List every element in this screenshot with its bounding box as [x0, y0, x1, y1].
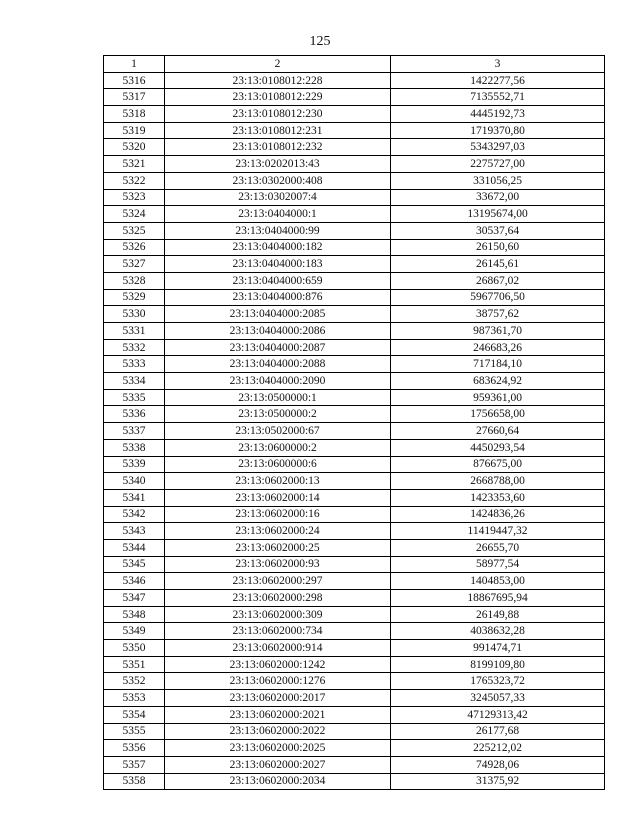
value-cell: 959361,00 [391, 389, 605, 406]
row-number-cell: 5328 [104, 272, 165, 289]
row-number-cell: 5342 [104, 506, 165, 523]
value-cell: 1719370,80 [391, 122, 605, 139]
row-number-cell: 5318 [104, 106, 165, 123]
cadastral-number-cell: 23:13:0404000:2088 [165, 356, 391, 373]
cadastral-number-cell: 23:13:0108012:232 [165, 139, 391, 156]
table-row [104, 356, 605, 373]
cadastral-number-cell: 23:13:0602000:2027 [165, 756, 391, 773]
value-cell: 38757,62 [391, 306, 605, 323]
value-cell: 8199109,80 [391, 656, 605, 673]
table-row [104, 89, 605, 106]
row-number-cell: 5327 [104, 256, 165, 273]
table-row [104, 172, 605, 189]
value-cell: 7135552,71 [391, 89, 605, 106]
table-body [104, 72, 605, 790]
cadastral-number-cell: 23:13:0602000:734 [165, 623, 391, 640]
cadastral-number-cell: 23:13:0602000:25 [165, 539, 391, 556]
table-row [104, 773, 605, 790]
value-cell: 58977,54 [391, 556, 605, 573]
table-row [104, 573, 605, 590]
table-row [104, 740, 605, 757]
value-cell: 876675,00 [391, 456, 605, 473]
cadastral-number-cell: 23:13:0602000:2017 [165, 690, 391, 707]
value-cell: 27660,64 [391, 423, 605, 440]
table-row [104, 306, 605, 323]
table-row [104, 439, 605, 456]
row-number-cell: 5344 [104, 539, 165, 556]
value-cell: 5967706,50 [391, 289, 605, 306]
value-cell: 18867695,94 [391, 590, 605, 607]
row-number-cell: 5352 [104, 673, 165, 690]
value-cell: 30537,64 [391, 222, 605, 239]
row-number-cell: 5329 [104, 289, 165, 306]
cadastral-number-cell: 23:13:0404000:2090 [165, 373, 391, 390]
cadastral-number-cell: 23:13:0602000:1242 [165, 656, 391, 673]
page-number: 125 [309, 34, 331, 49]
cadastral-number-cell: 23:13:0602000:297 [165, 573, 391, 590]
value-cell: 717184,10 [391, 356, 605, 373]
table-row [104, 506, 605, 523]
row-number-cell: 5348 [104, 606, 165, 623]
table-row [104, 239, 605, 256]
cadastral-number-cell: 23:13:0404000:99 [165, 222, 391, 239]
row-number-cell: 5343 [104, 523, 165, 540]
cadastral-number-cell: 23:13:0108012:229 [165, 89, 391, 106]
row-number-cell: 5330 [104, 306, 165, 323]
value-cell: 2668788,00 [391, 473, 605, 490]
value-cell: 1424836,26 [391, 506, 605, 523]
value-cell: 31375,92 [391, 773, 605, 790]
value-cell: 11419447,32 [391, 523, 605, 540]
cadastral-number-cell: 23:13:0502000:67 [165, 423, 391, 440]
cadastral-number-cell: 23:13:0500000:1 [165, 389, 391, 406]
cadastral-number-cell: 23:13:0602000:14 [165, 489, 391, 506]
value-cell: 26145,61 [391, 256, 605, 273]
row-number-cell: 5322 [104, 172, 165, 189]
cadastral-number-cell: 23:13:0602000:298 [165, 590, 391, 607]
row-number-cell: 5347 [104, 590, 165, 607]
cadastral-number-cell: 23:13:0600000:2 [165, 439, 391, 456]
cadastral-number-cell: 23:13:0108012:230 [165, 106, 391, 123]
table-row [104, 423, 605, 440]
table-row [104, 606, 605, 623]
header-row [104, 56, 605, 73]
table-header [104, 56, 605, 73]
table-row [104, 523, 605, 540]
table-row [104, 756, 605, 773]
table-row [104, 339, 605, 356]
table-row [104, 673, 605, 690]
row-number-cell: 5320 [104, 139, 165, 156]
row-number-cell: 5319 [104, 122, 165, 139]
value-cell: 1423353,60 [391, 489, 605, 506]
row-number-cell: 5356 [104, 740, 165, 757]
value-cell: 1765323,72 [391, 673, 605, 690]
value-cell: 3245057,33 [391, 690, 605, 707]
row-number-cell: 5341 [104, 489, 165, 506]
row-number-cell: 5339 [104, 456, 165, 473]
table-row [104, 623, 605, 640]
cadastral-number-cell: 23:13:0404000:182 [165, 239, 391, 256]
row-number-cell: 5326 [104, 239, 165, 256]
cadastral-number-cell: 23:13:0202013:43 [165, 156, 391, 173]
header-col-3: 3 [391, 56, 605, 73]
value-cell: 225212,02 [391, 740, 605, 757]
value-cell: 1404853,00 [391, 573, 605, 590]
row-number-cell: 5334 [104, 373, 165, 390]
cadastral-number-cell: 23:13:0404000:2085 [165, 306, 391, 323]
header-col-2: 2 [165, 56, 391, 73]
value-cell: 991474,71 [391, 640, 605, 657]
table-row [104, 122, 605, 139]
cadastral-number-cell: 23:13:0602000:16 [165, 506, 391, 523]
value-cell: 987361,70 [391, 323, 605, 340]
table-row [104, 272, 605, 289]
row-number-cell: 5351 [104, 656, 165, 673]
table-row [104, 640, 605, 657]
table-row [104, 489, 605, 506]
cadastral-number-cell: 23:13:0602000:24 [165, 523, 391, 540]
table-row [104, 389, 605, 406]
table-row [104, 456, 605, 473]
row-number-cell: 5316 [104, 72, 165, 89]
cadastral-number-cell: 23:13:0602000:914 [165, 640, 391, 657]
cadastral-number-cell: 23:13:0602000:93 [165, 556, 391, 573]
row-number-cell: 5346 [104, 573, 165, 590]
table-row [104, 206, 605, 223]
cadastral-number-cell: 23:13:0108012:231 [165, 122, 391, 139]
cadastral-number-cell: 23:13:0404000:2086 [165, 323, 391, 340]
value-cell: 1756658,00 [391, 406, 605, 423]
table-row [104, 556, 605, 573]
cadastral-number-cell: 23:13:0404000:659 [165, 272, 391, 289]
value-cell: 26655,70 [391, 539, 605, 556]
value-cell: 74928,06 [391, 756, 605, 773]
row-number-cell: 5317 [104, 89, 165, 106]
row-number-cell: 5345 [104, 556, 165, 573]
cadastral-number-cell: 23:13:0404000:183 [165, 256, 391, 273]
table-row [104, 723, 605, 740]
row-number-cell: 5340 [104, 473, 165, 490]
table-row [104, 473, 605, 490]
value-cell: 4450293,54 [391, 439, 605, 456]
cadastral-number-cell: 23:13:0302007:4 [165, 189, 391, 206]
header-col-1: 1 [104, 56, 165, 73]
table-row [104, 323, 605, 340]
value-cell: 33672,00 [391, 189, 605, 206]
data-table [103, 55, 605, 790]
value-cell: 331056,25 [391, 172, 605, 189]
value-cell: 246683,26 [391, 339, 605, 356]
cadastral-number-cell: 23:13:0302000:408 [165, 172, 391, 189]
row-number-cell: 5331 [104, 323, 165, 340]
row-number-cell: 5350 [104, 640, 165, 657]
table-row [104, 72, 605, 89]
row-number-cell: 5323 [104, 189, 165, 206]
cadastral-number-cell: 23:13:0602000:1276 [165, 673, 391, 690]
row-number-cell: 5325 [104, 222, 165, 239]
value-cell: 26177,68 [391, 723, 605, 740]
table-row [104, 156, 605, 173]
cadastral-number-cell: 23:13:0602000:13 [165, 473, 391, 490]
table-row [104, 222, 605, 239]
table-row [104, 289, 605, 306]
value-cell: 13195674,00 [391, 206, 605, 223]
row-number-cell: 5358 [104, 773, 165, 790]
row-number-cell: 5357 [104, 756, 165, 773]
value-cell: 47129313,42 [391, 706, 605, 723]
table-row [104, 690, 605, 707]
row-number-cell: 5336 [104, 406, 165, 423]
cadastral-number-cell: 23:13:0602000:309 [165, 606, 391, 623]
table-row [104, 189, 605, 206]
cadastral-number-cell: 23:13:0600000:6 [165, 456, 391, 473]
value-cell: 26867,02 [391, 272, 605, 289]
cadastral-number-cell: 23:13:0602000:2021 [165, 706, 391, 723]
value-cell: 4445192,73 [391, 106, 605, 123]
value-cell: 4038632,28 [391, 623, 605, 640]
cadastral-number-cell: 23:13:0602000:2034 [165, 773, 391, 790]
cadastral-number-cell: 23:13:0500000:2 [165, 406, 391, 423]
cadastral-number-cell: 23:13:0108012:228 [165, 72, 391, 89]
cadastral-number-cell: 23:13:0602000:2022 [165, 723, 391, 740]
table-row [104, 590, 605, 607]
cadastral-number-cell: 23:13:0404000:1 [165, 206, 391, 223]
table-row [104, 139, 605, 156]
row-number-cell: 5321 [104, 156, 165, 173]
table-row [104, 656, 605, 673]
row-number-cell: 5324 [104, 206, 165, 223]
value-cell: 5343297,03 [391, 139, 605, 156]
row-number-cell: 5338 [104, 439, 165, 456]
table-row [104, 106, 605, 123]
row-number-cell: 5333 [104, 356, 165, 373]
row-number-cell: 5354 [104, 706, 165, 723]
table-row [104, 406, 605, 423]
row-number-cell: 5335 [104, 389, 165, 406]
row-number-cell: 5332 [104, 339, 165, 356]
cadastral-number-cell: 23:13:0404000:876 [165, 289, 391, 306]
table-row [104, 256, 605, 273]
row-number-cell: 5355 [104, 723, 165, 740]
table-row [104, 706, 605, 723]
row-number-cell: 5337 [104, 423, 165, 440]
row-number-cell: 5353 [104, 690, 165, 707]
cadastral-number-cell: 23:13:0602000:2025 [165, 740, 391, 757]
value-cell: 683624,92 [391, 373, 605, 390]
value-cell: 2275727,00 [391, 156, 605, 173]
cadastral-number-cell: 23:13:0404000:2087 [165, 339, 391, 356]
value-cell: 1422277,56 [391, 72, 605, 89]
row-number-cell: 5349 [104, 623, 165, 640]
table-row [104, 539, 605, 556]
table-row [104, 373, 605, 390]
value-cell: 26149,88 [391, 606, 605, 623]
value-cell: 26150,60 [391, 239, 605, 256]
